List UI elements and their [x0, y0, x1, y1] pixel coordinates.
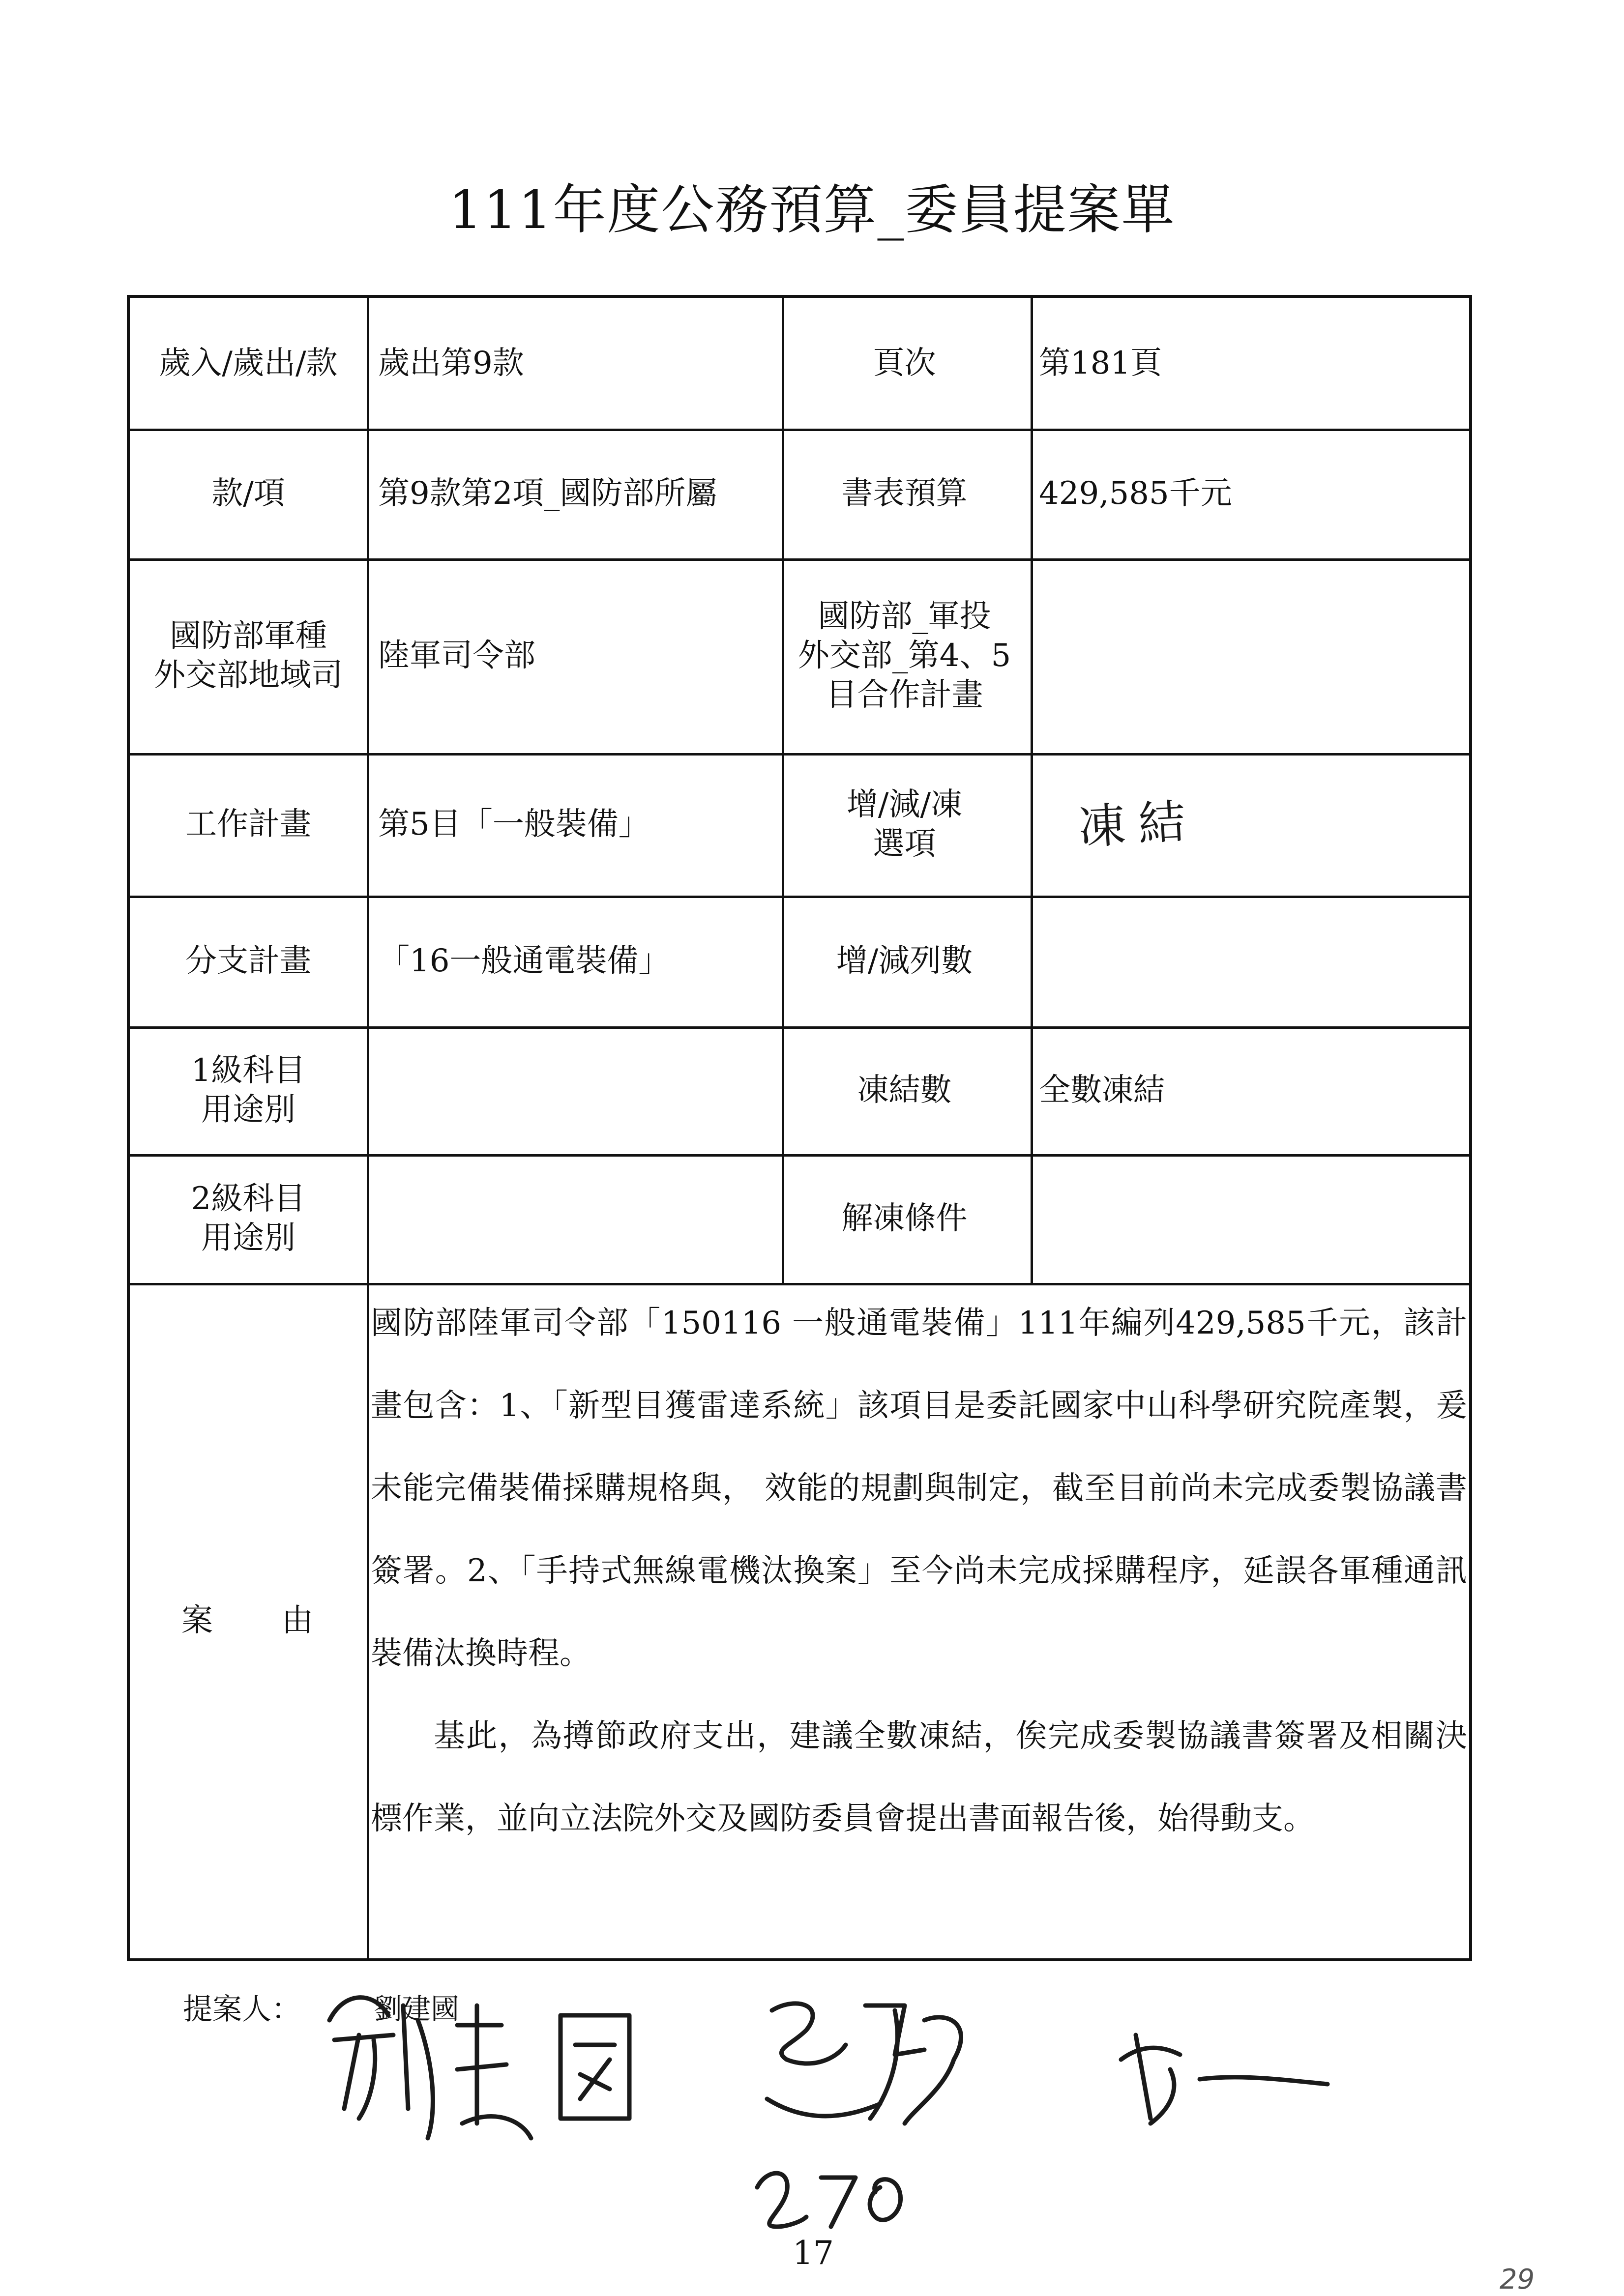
page-title: 111年度公務預算_委員提案單: [448, 179, 1176, 241]
label-line: 用途別: [201, 1220, 295, 1256]
value-work-plan: 第5目「一般裝備」: [378, 806, 650, 843]
label-line: 選項: [873, 826, 936, 862]
value-freeze-amount: 全數凍結: [1039, 1072, 1165, 1108]
label-line: 外交部地域司: [154, 657, 343, 694]
label-reason: 案 由: [181, 1602, 315, 1639]
value-service-branch: 陸軍司令部: [378, 638, 535, 674]
reason-paragraph-2: 基此，為撙節政府支出，建議全數凍結，俟完成委製協議書簽署及相關決標作業，並向立法院外交及國防委員會提出書面報告後，始得動支。: [371, 1718, 1467, 1837]
value-level1-subject: [369, 1026, 781, 1154]
value-level2-subject: [369, 1154, 781, 1283]
page-number: 17: [793, 2234, 834, 2272]
signatures-handwritten: [315, 1961, 1495, 2237]
label-line: 目合作計畫: [826, 677, 983, 713]
value-page: 第181頁: [1039, 345, 1162, 381]
label-unfreeze-conditions: 解凍條件: [841, 1200, 968, 1237]
label-level2-subject: [130, 1154, 367, 1283]
label-budget-amount: 書表預算: [841, 475, 968, 512]
value-adjust-amount: [1030, 896, 1469, 1026]
proposer-name: 劉建國: [374, 1992, 460, 2026]
value-unfreeze-conditions: [1030, 1154, 1469, 1283]
value-budget-amount: 429,585千元: [1039, 475, 1232, 512]
value-adjust-option-handwritten: [1030, 753, 1469, 896]
label-line: 用途別: [201, 1092, 295, 1128]
value-revenue-expense-item: 歲出第9款: [378, 345, 524, 381]
label-line: 外交部_第4、5: [797, 638, 1011, 674]
label-service-branch: [130, 558, 367, 753]
label-cooperation-plan: [781, 558, 1028, 753]
label-adjust-amount: 增/減列數: [836, 943, 973, 979]
label-page: 頁次: [873, 345, 936, 381]
label-work-plan: 工作計畫: [185, 806, 311, 843]
proposer-label: 提案人：: [183, 1992, 301, 2027]
value-cooperation-plan: [1030, 558, 1469, 753]
label-item-section: 款/項: [211, 475, 285, 512]
label-line: 增/減/凍: [846, 786, 963, 823]
reason-text: [371, 1282, 1467, 1860]
label-freeze-amount: 凍結數: [857, 1072, 952, 1108]
handwritten-freeze: 凍結: [1077, 793, 1200, 855]
value-item-section: 第9款第2項_國防部所屬: [378, 475, 717, 512]
label-line: 1級科目: [191, 1052, 306, 1089]
label-line: 國防部軍種: [170, 618, 327, 654]
label-line: 國防部_軍投: [818, 598, 991, 635]
label-adjust-option: [781, 753, 1028, 896]
label-level1-subject: [130, 1026, 367, 1154]
label-branch-plan: 分支計畫: [185, 943, 311, 979]
label-line: 2級科目: [191, 1181, 306, 1217]
corner-page-mark: 29: [1500, 2264, 1535, 2296]
reason-paragraph-1: 國防部陸軍司令部「150116 一般通電裝備」111年編列429,585千元，該計畫包含：1、「新型目獲雷達系統」該項目是委託國家中山科學研究院產製，爰未能完備裝備採購規格與， 效能的規劃與制定，截至目前尚未完成委製協議書簽署。2、「手持式無線電機汰換案」至今尚未完成採購程序，延誤各軍種通訊裝備汰換時程。: [371, 1305, 1467, 1672]
value-branch-plan: 「16一般通電裝備」: [378, 943, 670, 979]
label-revenue-expense-item: 歲入/歲出/款: [159, 345, 338, 381]
